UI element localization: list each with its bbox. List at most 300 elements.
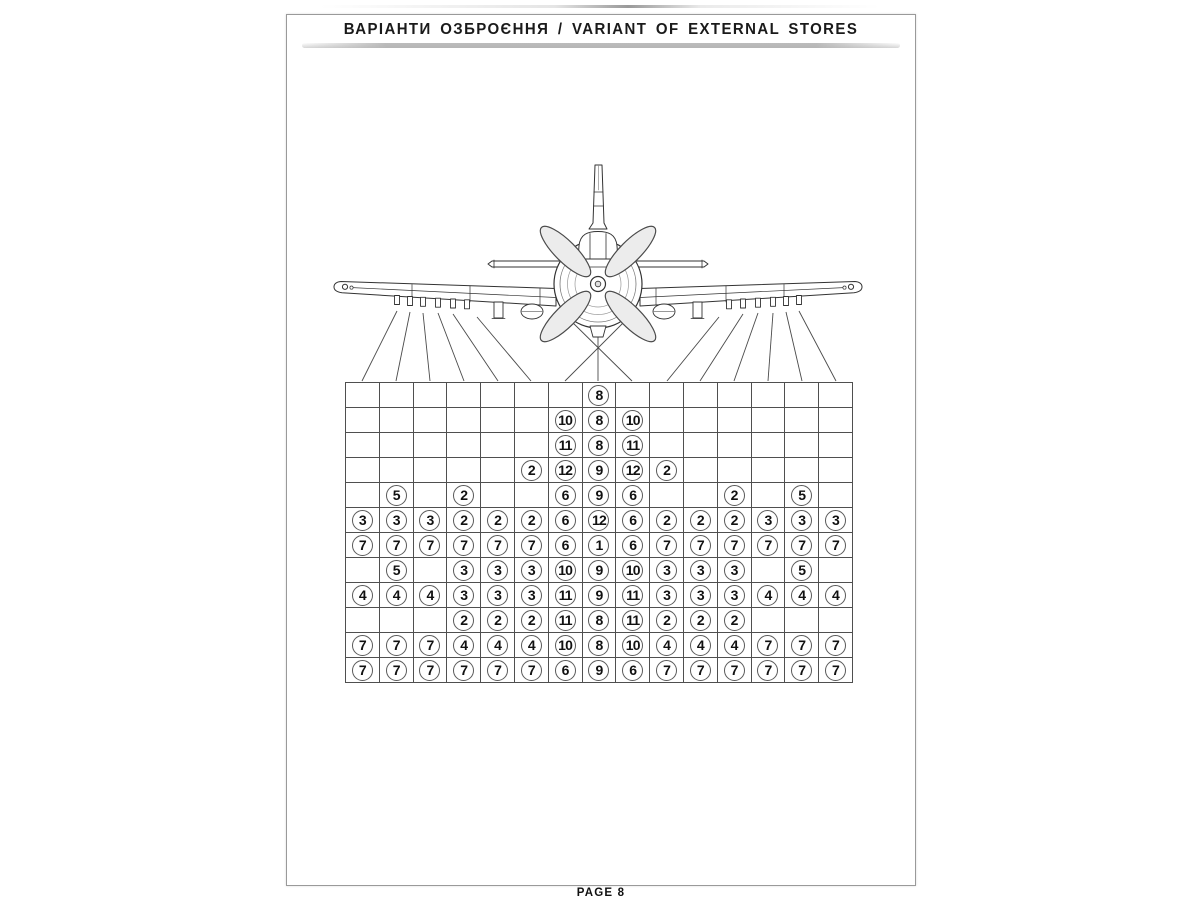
store-cell <box>650 633 684 658</box>
store-cell <box>684 633 718 658</box>
store-cell <box>380 383 414 408</box>
store-cell <box>380 483 414 508</box>
store-number-badge: 2 <box>724 610 745 631</box>
store-number-badge: 2 <box>453 610 474 631</box>
store-cell <box>819 433 853 458</box>
store-number-badge: 3 <box>453 585 474 606</box>
store-cell <box>414 633 448 658</box>
store-number-badge: 6 <box>622 535 643 556</box>
store-cell <box>447 608 481 633</box>
store-number-badge: 8 <box>588 385 609 406</box>
store-cell <box>481 508 515 533</box>
store-cell <box>819 458 853 483</box>
store-cell <box>718 633 752 658</box>
store-cell <box>583 433 617 458</box>
store-cell <box>785 508 819 533</box>
store-cell <box>346 458 380 483</box>
store-cell <box>549 433 583 458</box>
store-cell <box>752 433 786 458</box>
store-cell <box>515 633 549 658</box>
store-number-badge: 2 <box>656 510 677 531</box>
store-number-badge: 10 <box>555 635 576 656</box>
store-cell <box>549 458 583 483</box>
store-cell <box>414 608 448 633</box>
store-number-badge: 3 <box>791 510 812 531</box>
store-number-badge: 11 <box>622 610 643 631</box>
store-number-badge: 2 <box>656 460 677 481</box>
store-cell <box>583 558 617 583</box>
store-cell <box>549 583 583 608</box>
store-number-badge: 7 <box>825 660 846 681</box>
store-cell <box>583 483 617 508</box>
page-title: ВАРІАНТИ ОЗБРОЄННЯ / VARIANT OF EXTERNAL STORES <box>343 20 859 39</box>
store-number-badge: 4 <box>419 585 440 606</box>
store-cell <box>785 658 819 683</box>
store-number-badge: 8 <box>588 610 609 631</box>
store-cell <box>819 608 853 633</box>
store-cell <box>650 558 684 583</box>
store-cell <box>481 383 515 408</box>
store-number-badge: 3 <box>724 585 745 606</box>
store-number-badge: 3 <box>487 560 508 581</box>
store-cell <box>752 533 786 558</box>
store-cell <box>515 483 549 508</box>
store-cell <box>752 658 786 683</box>
store-cell <box>785 433 819 458</box>
store-number-badge: 3 <box>825 510 846 531</box>
store-cell <box>549 383 583 408</box>
store-cell <box>414 583 448 608</box>
store-cell <box>447 383 481 408</box>
store-number-badge: 12 <box>622 460 643 481</box>
store-cell <box>447 508 481 533</box>
store-number-badge: 4 <box>487 635 508 656</box>
right-wing <box>617 282 862 307</box>
store-cell <box>819 483 853 508</box>
store-cell <box>414 533 448 558</box>
store-cell <box>414 483 448 508</box>
propeller-spinner <box>591 277 606 292</box>
store-cell <box>616 383 650 408</box>
store-number-badge: 7 <box>690 660 711 681</box>
store-cell <box>515 558 549 583</box>
store-cell <box>346 608 380 633</box>
store-cell <box>785 558 819 583</box>
store-number-badge: 7 <box>419 635 440 656</box>
store-cell <box>481 433 515 458</box>
store-cell <box>718 583 752 608</box>
left-wing <box>334 282 579 307</box>
store-cell <box>718 383 752 408</box>
store-cell <box>549 558 583 583</box>
store-number-badge: 5 <box>791 485 812 506</box>
store-number-badge: 3 <box>656 585 677 606</box>
store-cell <box>785 533 819 558</box>
store-number-badge: 2 <box>656 610 677 631</box>
store-number-badge: 1 <box>588 535 609 556</box>
store-number-badge: 7 <box>419 660 440 681</box>
store-cell <box>583 583 617 608</box>
store-cell <box>718 508 752 533</box>
right-wingtip-light <box>848 284 853 289</box>
store-cell <box>650 583 684 608</box>
store-number-badge: 7 <box>521 660 542 681</box>
store-cell <box>380 608 414 633</box>
store-cell <box>583 633 617 658</box>
store-cell <box>752 508 786 533</box>
store-number-badge: 7 <box>386 660 407 681</box>
store-cell <box>819 508 853 533</box>
store-cell <box>616 433 650 458</box>
store-cell <box>447 633 481 658</box>
store-number-badge: 12 <box>555 460 576 481</box>
store-number-badge: 4 <box>352 585 373 606</box>
store-number-badge: 9 <box>588 485 609 506</box>
store-number-badge: 11 <box>555 610 576 631</box>
store-number-badge: 9 <box>588 660 609 681</box>
store-number-badge: 7 <box>453 535 474 556</box>
store-number-badge: 11 <box>622 585 643 606</box>
store-cell <box>515 508 549 533</box>
store-number-badge: 3 <box>690 585 711 606</box>
store-number-badge: 10 <box>555 410 576 431</box>
store-cell <box>549 533 583 558</box>
store-cell <box>481 558 515 583</box>
store-number-badge: 3 <box>419 510 440 531</box>
store-cell <box>650 408 684 433</box>
store-cell <box>447 558 481 583</box>
store-number-badge: 8 <box>588 635 609 656</box>
store-number-badge: 2 <box>690 610 711 631</box>
store-number-badge: 6 <box>622 510 643 531</box>
store-number-badge: 10 <box>622 560 643 581</box>
store-number-badge: 4 <box>757 585 778 606</box>
store-number-badge: 3 <box>453 560 474 581</box>
store-number-badge: 7 <box>791 660 812 681</box>
store-cell <box>380 433 414 458</box>
store-number-badge: 7 <box>352 660 373 681</box>
store-cell <box>481 583 515 608</box>
store-cell <box>819 583 853 608</box>
store-cell <box>819 633 853 658</box>
store-number-badge: 3 <box>521 560 542 581</box>
store-number-badge: 7 <box>757 660 778 681</box>
store-cell <box>380 508 414 533</box>
store-cell <box>346 383 380 408</box>
store-cell <box>752 383 786 408</box>
store-cell <box>515 383 549 408</box>
store-cell <box>414 383 448 408</box>
store-cell <box>583 533 617 558</box>
store-cell <box>819 408 853 433</box>
store-cell <box>346 408 380 433</box>
store-number-badge: 9 <box>588 460 609 481</box>
store-number-badge: 3 <box>487 585 508 606</box>
store-cell <box>785 608 819 633</box>
store-number-badge: 6 <box>555 485 576 506</box>
store-cell <box>616 633 650 658</box>
store-cell <box>583 458 617 483</box>
store-cell <box>549 658 583 683</box>
store-number-badge: 7 <box>352 635 373 656</box>
store-number-badge: 7 <box>825 635 846 656</box>
store-cell <box>718 533 752 558</box>
store-number-badge: 4 <box>690 635 711 656</box>
store-number-badge: 3 <box>386 510 407 531</box>
store-number-badge: 4 <box>825 585 846 606</box>
store-cell <box>447 433 481 458</box>
store-cell <box>380 558 414 583</box>
store-number-badge: 2 <box>521 510 542 531</box>
store-number-badge: 4 <box>453 635 474 656</box>
store-number-badge: 6 <box>622 660 643 681</box>
store-cell <box>583 608 617 633</box>
store-number-badge: 7 <box>724 660 745 681</box>
store-number-badge: 2 <box>453 510 474 531</box>
store-cell <box>684 508 718 533</box>
store-number-badge: 12 <box>588 510 609 531</box>
store-cell <box>380 458 414 483</box>
store-number-badge: 3 <box>690 560 711 581</box>
store-cell <box>549 408 583 433</box>
store-cell <box>549 633 583 658</box>
store-number-badge: 7 <box>791 535 812 556</box>
store-number-badge: 11 <box>555 585 576 606</box>
store-number-badge: 4 <box>724 635 745 656</box>
store-cell <box>684 658 718 683</box>
store-cell <box>650 533 684 558</box>
store-cell <box>414 408 448 433</box>
store-number-badge: 6 <box>555 510 576 531</box>
store-cell <box>819 558 853 583</box>
store-cell <box>616 508 650 533</box>
store-cell <box>380 633 414 658</box>
store-cell <box>515 658 549 683</box>
store-cell <box>380 583 414 608</box>
store-cell <box>785 458 819 483</box>
store-cell <box>447 408 481 433</box>
store-cell <box>616 408 650 433</box>
store-number-badge: 9 <box>588 560 609 581</box>
store-number-badge: 10 <box>555 560 576 581</box>
store-cell <box>616 558 650 583</box>
store-cell <box>752 458 786 483</box>
store-cell <box>447 458 481 483</box>
store-cell <box>583 658 617 683</box>
store-cell <box>346 658 380 683</box>
store-cell <box>718 608 752 633</box>
store-cell <box>718 658 752 683</box>
store-cell <box>583 408 617 433</box>
store-cell <box>718 483 752 508</box>
store-cell <box>650 483 684 508</box>
store-cell <box>785 483 819 508</box>
store-cell <box>785 408 819 433</box>
store-cell <box>414 433 448 458</box>
store-cell <box>380 533 414 558</box>
store-cell <box>616 658 650 683</box>
store-number-badge: 11 <box>622 435 643 456</box>
store-cell <box>684 383 718 408</box>
store-cell <box>481 408 515 433</box>
store-cell <box>447 658 481 683</box>
page-number: PAGE 8 <box>576 887 626 899</box>
store-number-badge: 2 <box>487 510 508 531</box>
store-cell <box>481 533 515 558</box>
store-cell <box>346 533 380 558</box>
store-number-badge: 5 <box>386 485 407 506</box>
store-number-badge: 2 <box>724 510 745 531</box>
store-cell <box>346 558 380 583</box>
store-cell <box>447 533 481 558</box>
store-cell <box>616 458 650 483</box>
store-cell <box>785 633 819 658</box>
store-cell <box>684 533 718 558</box>
store-cell <box>346 433 380 458</box>
store-cell <box>515 408 549 433</box>
store-number-badge: 8 <box>588 435 609 456</box>
store-number-badge: 7 <box>352 535 373 556</box>
store-cell <box>515 433 549 458</box>
store-number-badge: 7 <box>386 635 407 656</box>
store-cell <box>752 558 786 583</box>
store-number-badge: 11 <box>555 435 576 456</box>
store-number-badge: 6 <box>622 485 643 506</box>
store-cell <box>414 508 448 533</box>
store-cell <box>583 383 617 408</box>
store-cell <box>752 408 786 433</box>
store-cell <box>481 458 515 483</box>
store-number-badge: 7 <box>690 535 711 556</box>
store-cell <box>650 508 684 533</box>
centerline-pylon <box>590 326 606 337</box>
store-cell <box>414 558 448 583</box>
store-number-badge: 3 <box>757 510 778 531</box>
store-number-badge: 4 <box>386 585 407 606</box>
store-cell <box>515 583 549 608</box>
store-cell <box>650 383 684 408</box>
store-number-badge: 7 <box>724 535 745 556</box>
store-cell <box>819 533 853 558</box>
store-cell <box>616 608 650 633</box>
tail-fin <box>589 165 607 229</box>
store-cell <box>346 633 380 658</box>
store-cell <box>684 608 718 633</box>
store-cell <box>515 533 549 558</box>
store-number-badge: 2 <box>521 610 542 631</box>
store-cell <box>650 458 684 483</box>
store-cell <box>481 658 515 683</box>
store-cell <box>684 483 718 508</box>
store-cell <box>718 458 752 483</box>
store-number-badge: 7 <box>521 535 542 556</box>
store-number-badge: 7 <box>487 535 508 556</box>
store-cell <box>785 383 819 408</box>
store-cell <box>380 658 414 683</box>
store-number-badge: 6 <box>555 660 576 681</box>
store-number-badge: 7 <box>453 660 474 681</box>
store-cell <box>616 483 650 508</box>
store-cell <box>684 458 718 483</box>
store-number-badge: 5 <box>386 560 407 581</box>
left-wingtip-light <box>342 284 347 289</box>
store-number-badge: 10 <box>622 635 643 656</box>
store-number-badge: 5 <box>791 560 812 581</box>
store-number-badge: 7 <box>656 535 677 556</box>
store-cell <box>684 408 718 433</box>
store-cell <box>650 658 684 683</box>
store-cell <box>616 583 650 608</box>
store-cell <box>650 433 684 458</box>
store-cell <box>549 508 583 533</box>
store-number-badge: 4 <box>656 635 677 656</box>
store-number-badge: 3 <box>521 585 542 606</box>
store-number-badge: 7 <box>825 535 846 556</box>
store-cell <box>346 483 380 508</box>
store-cell <box>414 458 448 483</box>
store-cell <box>785 583 819 608</box>
store-number-badge: 3 <box>724 560 745 581</box>
store-number-badge: 2 <box>724 485 745 506</box>
store-number-badge: 8 <box>588 410 609 431</box>
store-cell <box>684 583 718 608</box>
store-cell <box>718 433 752 458</box>
stores-table <box>345 382 853 683</box>
store-number-badge: 3 <box>352 510 373 531</box>
store-cell <box>414 658 448 683</box>
store-cell <box>650 608 684 633</box>
store-cell <box>481 608 515 633</box>
store-number-badge: 7 <box>791 635 812 656</box>
store-cell <box>819 383 853 408</box>
store-cell <box>752 633 786 658</box>
store-cell <box>515 608 549 633</box>
store-number-badge: 9 <box>588 585 609 606</box>
store-cell <box>752 583 786 608</box>
store-number-badge: 7 <box>386 535 407 556</box>
store-cell <box>752 483 786 508</box>
store-number-badge: 6 <box>555 535 576 556</box>
store-cell <box>515 458 549 483</box>
store-cell <box>481 483 515 508</box>
store-number-badge: 7 <box>656 660 677 681</box>
store-number-badge: 2 <box>521 460 542 481</box>
store-cell <box>346 583 380 608</box>
store-cell <box>718 558 752 583</box>
store-cell <box>718 408 752 433</box>
store-number-badge: 2 <box>453 485 474 506</box>
store-number-badge: 7 <box>757 635 778 656</box>
store-number-badge: 4 <box>791 585 812 606</box>
store-cell <box>819 658 853 683</box>
store-cell <box>380 408 414 433</box>
store-cell <box>447 583 481 608</box>
store-number-badge: 7 <box>419 535 440 556</box>
store-cell <box>447 483 481 508</box>
store-number-badge: 7 <box>487 660 508 681</box>
store-cell <box>684 558 718 583</box>
store-number-badge: 2 <box>487 610 508 631</box>
store-number-badge: 2 <box>690 510 711 531</box>
store-cell <box>549 483 583 508</box>
store-cell <box>549 608 583 633</box>
store-cell <box>616 533 650 558</box>
store-cell <box>481 633 515 658</box>
store-cell <box>346 508 380 533</box>
store-number-badge: 3 <box>656 560 677 581</box>
store-number-badge: 7 <box>757 535 778 556</box>
store-number-badge: 4 <box>521 635 542 656</box>
